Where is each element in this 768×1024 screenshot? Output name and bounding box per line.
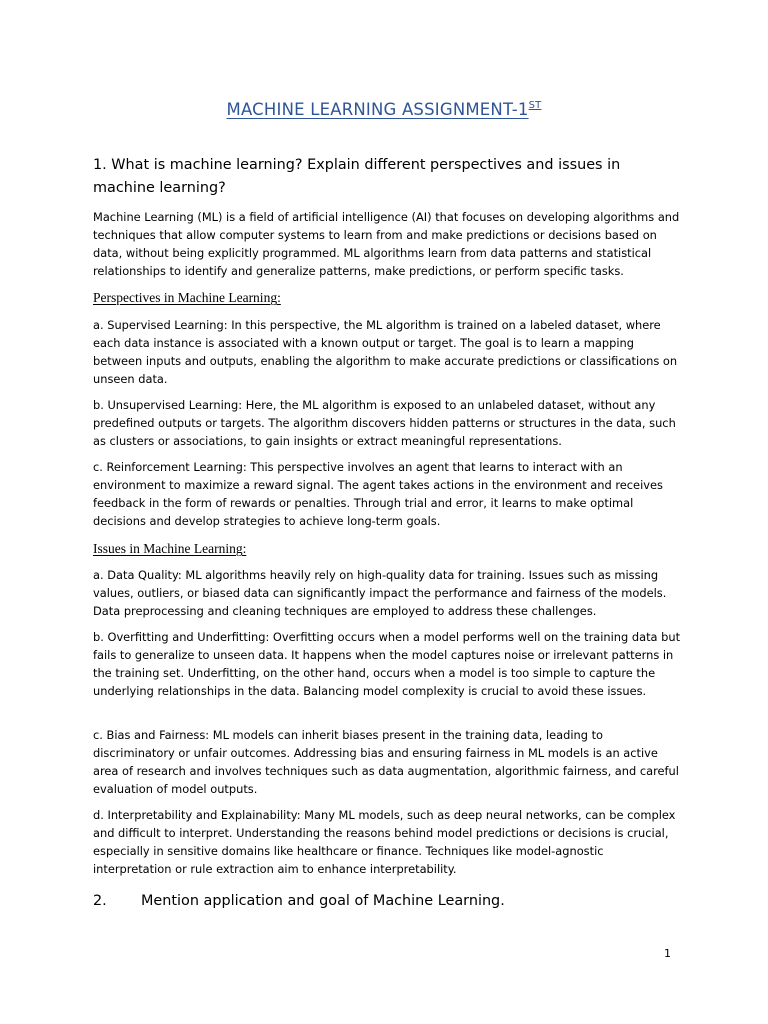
issues-heading: Issues in Machine Learning: [93, 541, 247, 556]
document-title-text: MACHINE LEARNING ASSIGNMENT-1 [226, 100, 529, 119]
ml-definition-paragraph: Machine Learning (ML) is a field of artificial intelligence (AI) that focuses on developing algorithms and techniques that allow computer systems to learn from and make predictions or decisions based on data, without being explicitly programmed. ML algorithms learn from data patterns and statistical relationships to identify and generalize patterns, make predictions, or perform specific tasks. [93, 210, 680, 278]
document-title-superscript: ST [528, 100, 542, 111]
perspectives-heading: Perspectives in Machine Learning: [93, 290, 281, 305]
perspective-unsupervised-paragraph: b. Unsupervised Learning: Here, the ML algorithm is exposed to an unlabeled dataset, without any predefined outputs or targets. The algorithm discovers hidden patterns or structures in the data, such as clusters or associations, to gain insights or extract meaningful representations. [93, 398, 676, 448]
document-title [0, 100, 768, 119]
question-1-heading: 1. What is machine learning? Explain different perspectives and issues in machine learning? [93, 157, 621, 196]
issue-data-quality-paragraph: a. Data Quality: ML algorithms heavily rely on high-quality data for training. Issues such as missing values, outliers, or biased data can significantly impact the performance and fairness of the models. Data preprocessing and cleaning techniques are employed to address these challenges. [93, 568, 667, 618]
issue-interpretability-paragraph: d. Interpretability and Explainability: Many ML models, such as deep neural networks, can be complex and difficult to interpret. Understanding the reasons behind model predictions or decisions is crucial, especially in sensitive domains like healthcare or finance. Techniques like model-agnostic interpretation or rule extraction aim to enhance interpretability. [93, 808, 676, 876]
question-2-heading [93, 890, 653, 913]
issue-overfitting-paragraph: b. Overfitting and Underfitting: Overfitting occurs when a model performs well on the training data but fails to generalize to unseen data. It happens when the model captures noise or irrelevant patterns in the training set. Underfitting, on the other hand, occurs when a model is too simple to capture the underlying relationships in the data. Balancing model complexity is crucial to avoid these issues. [93, 630, 681, 698]
perspective-supervised-paragraph: a. Supervised Learning: In this perspective, the ML algorithm is trained on a labeled dataset, where each data instance is associated with a known output or target. The goal is to learn a mapping between inputs and outputs, enabling the algorithm to make accurate predictions or classifications on unseen data. [93, 318, 678, 386]
question-2-text: Mention application and goal of Machine Learning. [141, 893, 505, 909]
issue-bias-fairness-paragraph: c. Bias and Fairness: ML models can inherit biases present in the training data, leading to discriminatory or unfair outcomes. Addressing bias and ensuring fairness in ML models is an active area of research and involves techniques such as data augmentation, algorithmic fairness, and careful evaluation of model outputs. [93, 728, 679, 796]
perspective-reinforcement-paragraph: c. Reinforcement Learning: This perspective involves an agent that learns to interact with an environment to maximize a reward signal. The agent takes actions in the environment and receives feedback in the form of rewards or penalties. Through trial and error, it learns to make optimal decisions and develop strategies to achieve long-term goals. [93, 460, 663, 528]
question-2-number: 2. [93, 893, 107, 909]
page-number: 1 [664, 947, 671, 960]
